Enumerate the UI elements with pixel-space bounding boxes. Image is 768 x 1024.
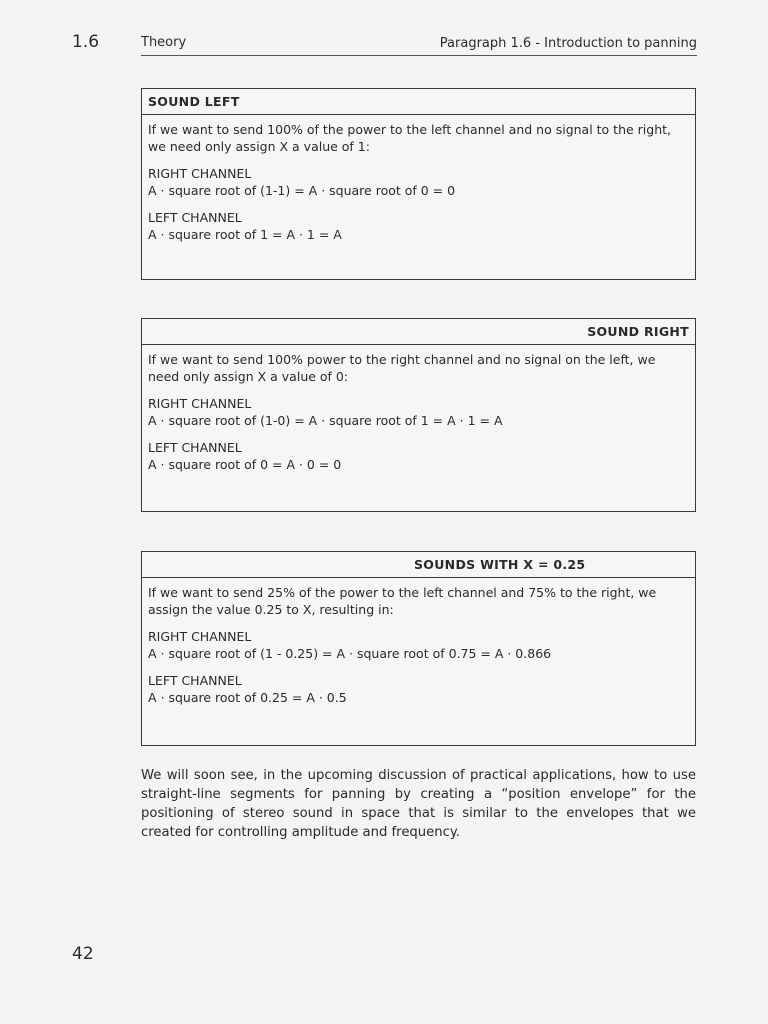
- sound-left-box: [141, 88, 696, 280]
- right-channel-formula: A · square root of (1 - 0.25) = A · square root of 0.75 = A · 0.866: [148, 646, 552, 661]
- sounds-with-x-box: [141, 551, 696, 746]
- left-channel-label: LEFT CHANNEL: [148, 440, 242, 455]
- box-intro: If we want to send 25% of the power to the left channel and 75% to the right, we assign the value 0.25 to X, resulting in:: [148, 585, 657, 617]
- box-body: [142, 115, 695, 243]
- left-channel-label: LEFT CHANNEL: [148, 673, 242, 688]
- right-channel-formula: A · square root of (1-0) = A · square root of 1 = A · 1 = A: [148, 413, 503, 428]
- page-header: [0, 32, 768, 58]
- box-title: SOUND LEFT: [142, 89, 695, 115]
- right-channel-label: RIGHT CHANNEL: [148, 629, 252, 644]
- box-body: [142, 345, 695, 473]
- left-channel-formula: A · square root of 1 = A · 1 = A: [148, 227, 342, 242]
- box-intro: If we want to send 100% power to the right channel and no signal on the left, we need only assign X a value of 0:: [148, 352, 656, 384]
- box-intro: If we want to send 100% of the power to the left channel and no signal to the right, we need only assign X a value of 1:: [148, 122, 672, 154]
- left-channel-label: LEFT CHANNEL: [148, 210, 242, 225]
- box-body: [142, 578, 695, 706]
- left-channel-formula: A · square root of 0 = A · 0 = 0: [148, 457, 342, 472]
- page-number: 42: [72, 944, 94, 964]
- right-channel-formula: A · square root of (1-1) = A · square root of 0 = 0: [148, 183, 456, 198]
- right-channel-label: RIGHT CHANNEL: [148, 396, 252, 411]
- left-channel-formula: A · square root of 0.25 = A · 0.5: [148, 690, 347, 705]
- paragraph-title: Paragraph 1.6 - Introduction to panning: [439, 36, 697, 51]
- section-label: Theory: [141, 35, 187, 50]
- header-rule: [141, 55, 697, 56]
- box-title: SOUND RIGHT: [142, 319, 695, 345]
- chapter-number: 1.6: [72, 32, 100, 52]
- box-title: SOUNDS WITH X = 0.25: [142, 552, 695, 578]
- closing-paragraph: We will soon see, in the upcoming discussion of practical applications, how to use straight-line segments for panning by creating a “position envelope” for the positioning of stereo sound in space that is similar to the envelopes that we created for controlling amplitude and frequency.: [141, 768, 696, 840]
- sound-right-box: [141, 318, 696, 512]
- right-channel-label: RIGHT CHANNEL: [148, 166, 252, 181]
